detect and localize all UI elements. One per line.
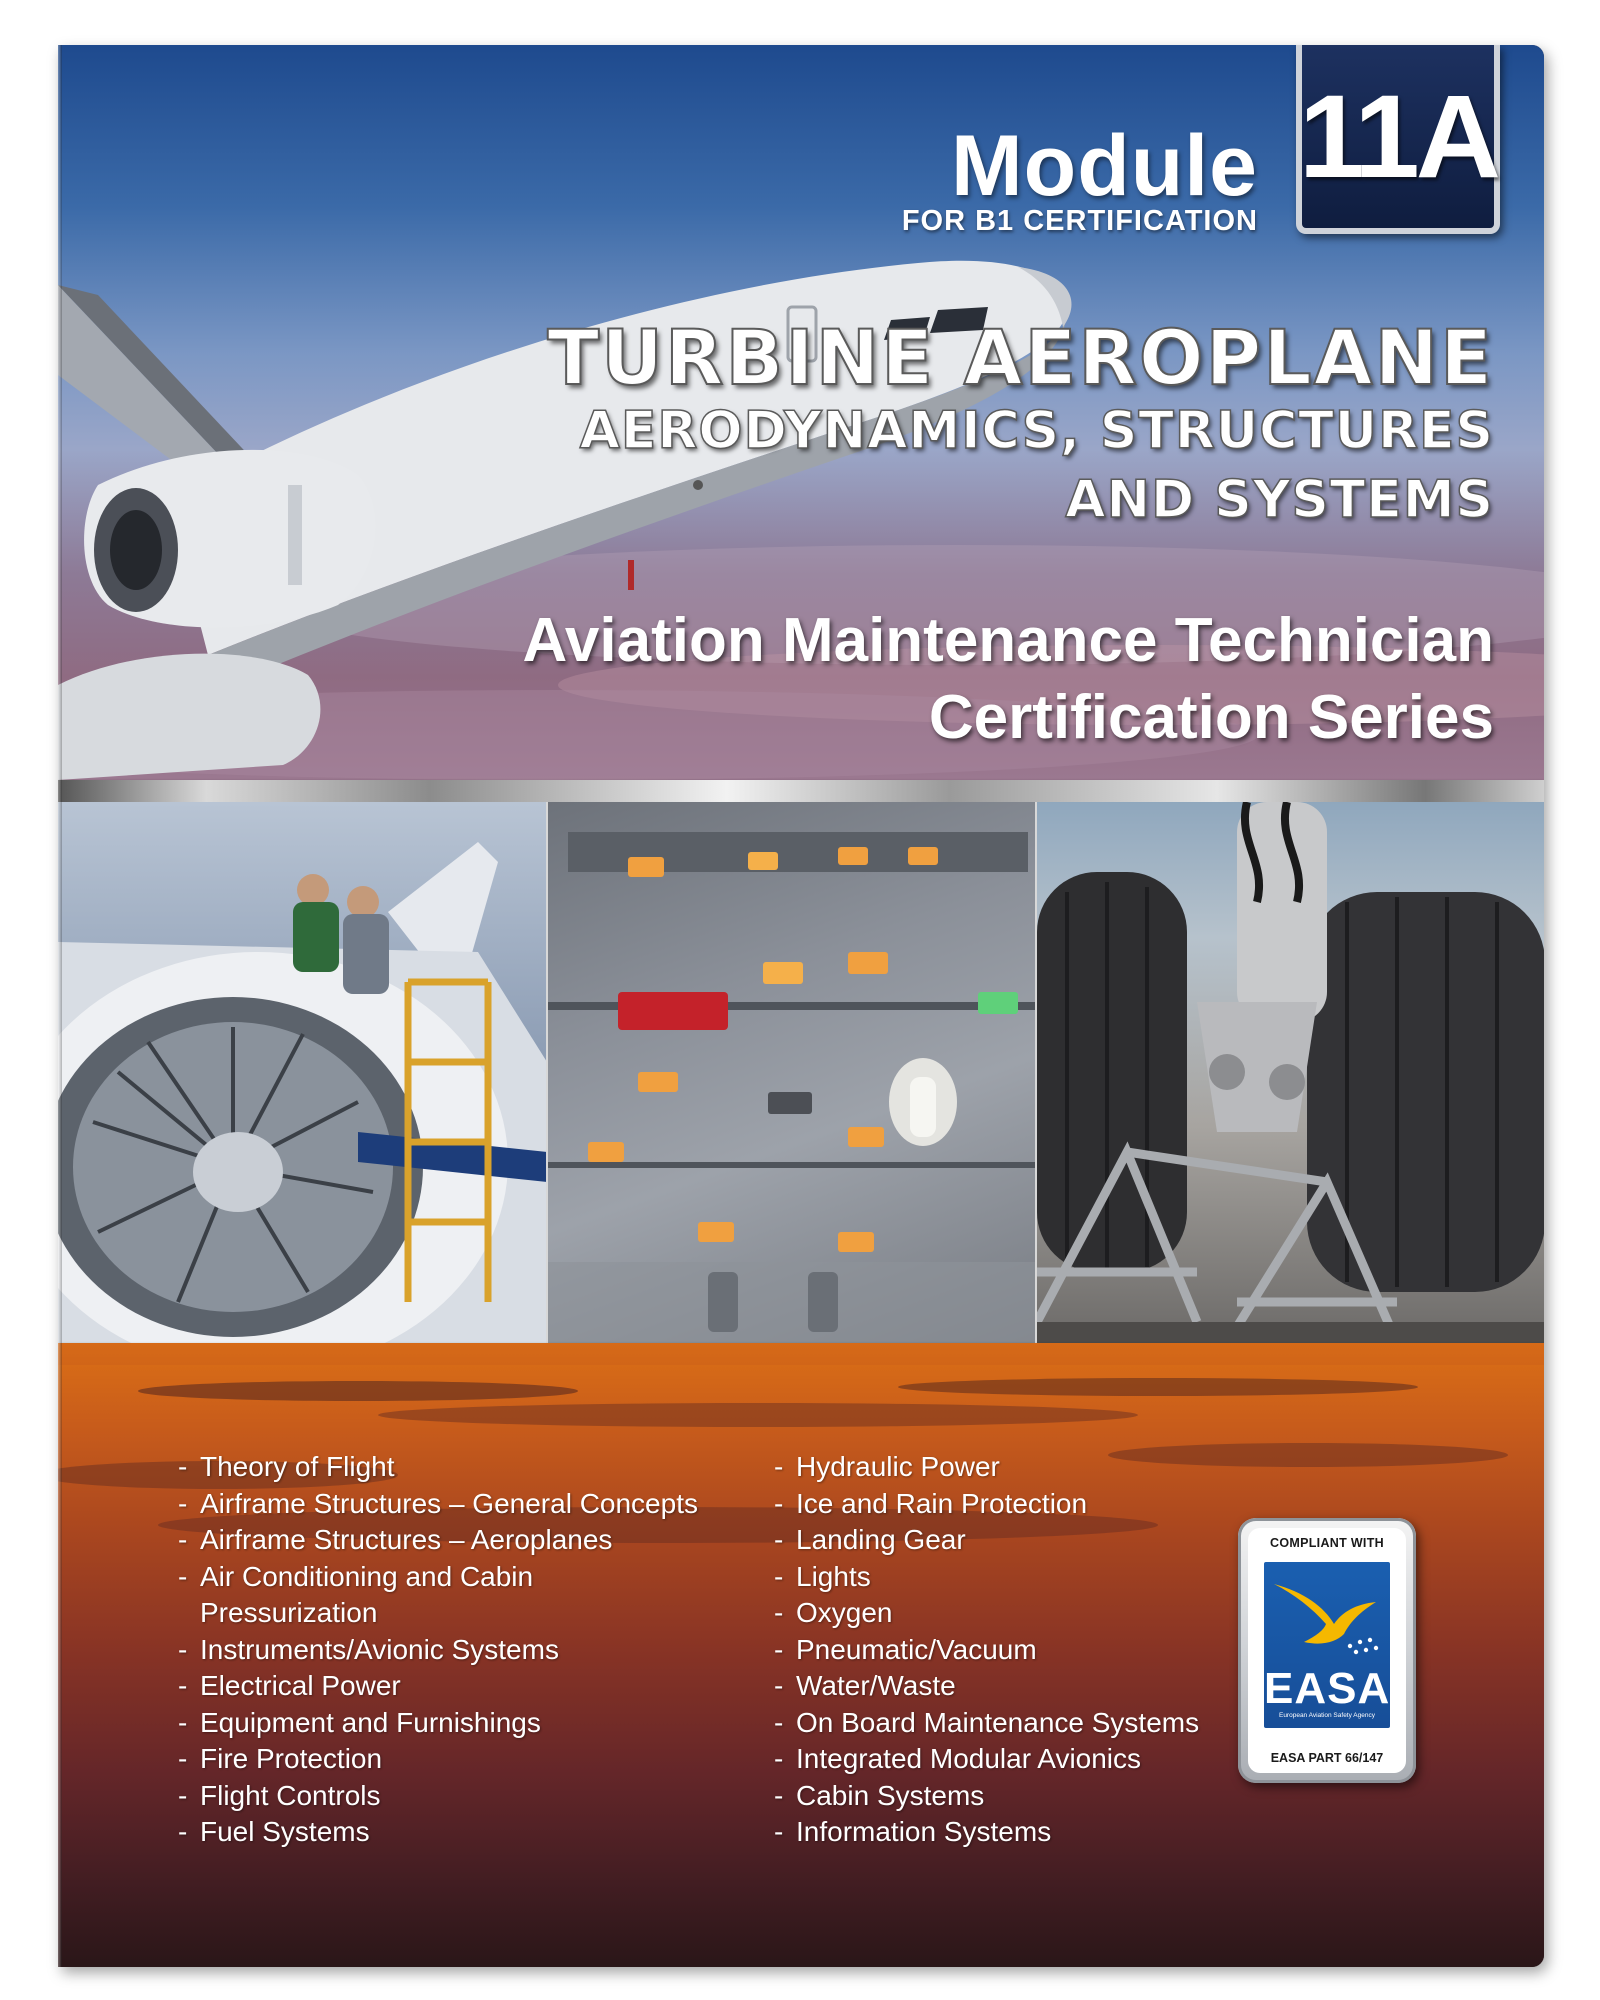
topic-item: - Equipment and Furnishings: [178, 1705, 758, 1742]
topic-item: - On Board Maintenance Systems: [774, 1705, 1254, 1742]
topic-item: - Lights: [774, 1559, 1254, 1596]
topic-item: - Fire Protection: [178, 1741, 758, 1778]
module-subtitle: FOR B1 CERTIFICATION: [901, 205, 1258, 237]
module-number-badge: [1296, 45, 1500, 234]
topic-item: - Airframe Structures – Aeroplanes: [178, 1522, 758, 1559]
topic-item: - Airframe Structures – General Concepts: [178, 1486, 758, 1523]
module-word: Module: [951, 118, 1258, 214]
topic-item: - Fuel Systems: [178, 1814, 758, 1851]
spine-edge: [58, 45, 62, 1967]
topic-list-left: [178, 1449, 758, 1851]
easa-compliance-badge: [1238, 1518, 1416, 1783]
topic-item: - Theory of Flight: [178, 1449, 758, 1486]
easa-badge-inner: [1248, 1528, 1406, 1773]
easa-bottom-text: EASA PART 66/147: [1270, 1751, 1384, 1765]
topic-item: - Integrated Modular Avionics: [774, 1741, 1254, 1778]
topic-item: - Pneumatic/Vacuum: [774, 1632, 1254, 1669]
hero-section: [58, 45, 1544, 780]
series-name-line-1: Aviation Maintenance Technician: [522, 606, 1494, 675]
topic-item: - Instruments/Avionic Systems: [178, 1632, 758, 1669]
cover-subtitle-line-1: AERODYNAMICS, STRUCTURES: [579, 401, 1494, 461]
topic-item: - Cabin Systems: [774, 1778, 1254, 1815]
photo-engine-maintenance: [58, 802, 546, 1343]
topic-item: - Information Systems: [774, 1814, 1254, 1851]
photo-landing-gear: [1035, 802, 1544, 1343]
topic-item: - Ice and Rain Protection: [774, 1486, 1254, 1523]
topic-item: - Oxygen: [774, 1595, 1254, 1632]
photo-strip: [58, 802, 1544, 1343]
easa-logo: [1264, 1562, 1390, 1728]
series-name-line-2: Certification Series: [928, 683, 1494, 752]
metal-divider-top: [58, 780, 1544, 802]
topic-item-continuation: Pressurization: [200, 1597, 378, 1628]
topic-item: - Hydraulic Power: [774, 1449, 1254, 1486]
topic-item: - Water/Waste: [774, 1668, 1254, 1705]
topic-item: - Landing Gear: [774, 1522, 1254, 1559]
topic-item: - Flight Controls: [178, 1778, 758, 1815]
cover-subtitle-line-2: AND SYSTEMS: [1065, 470, 1494, 530]
topic-item: - Air Conditioning and Cabin: [178, 1559, 758, 1596]
easa-top-text: COMPLIANT WITH: [1270, 1536, 1384, 1550]
module-number: 11A: [1299, 70, 1497, 203]
cover-title: TURBINE AEROPLANE: [547, 313, 1494, 402]
easa-logo-text: EASA: [1264, 1664, 1391, 1713]
easa-agency-text: European Aviation Safety Agency: [1278, 1712, 1375, 1719]
topic-list-right: [774, 1449, 1254, 1851]
photo-cockpit-panel: [546, 802, 1036, 1343]
topic-item: - Electrical Power: [178, 1668, 758, 1705]
